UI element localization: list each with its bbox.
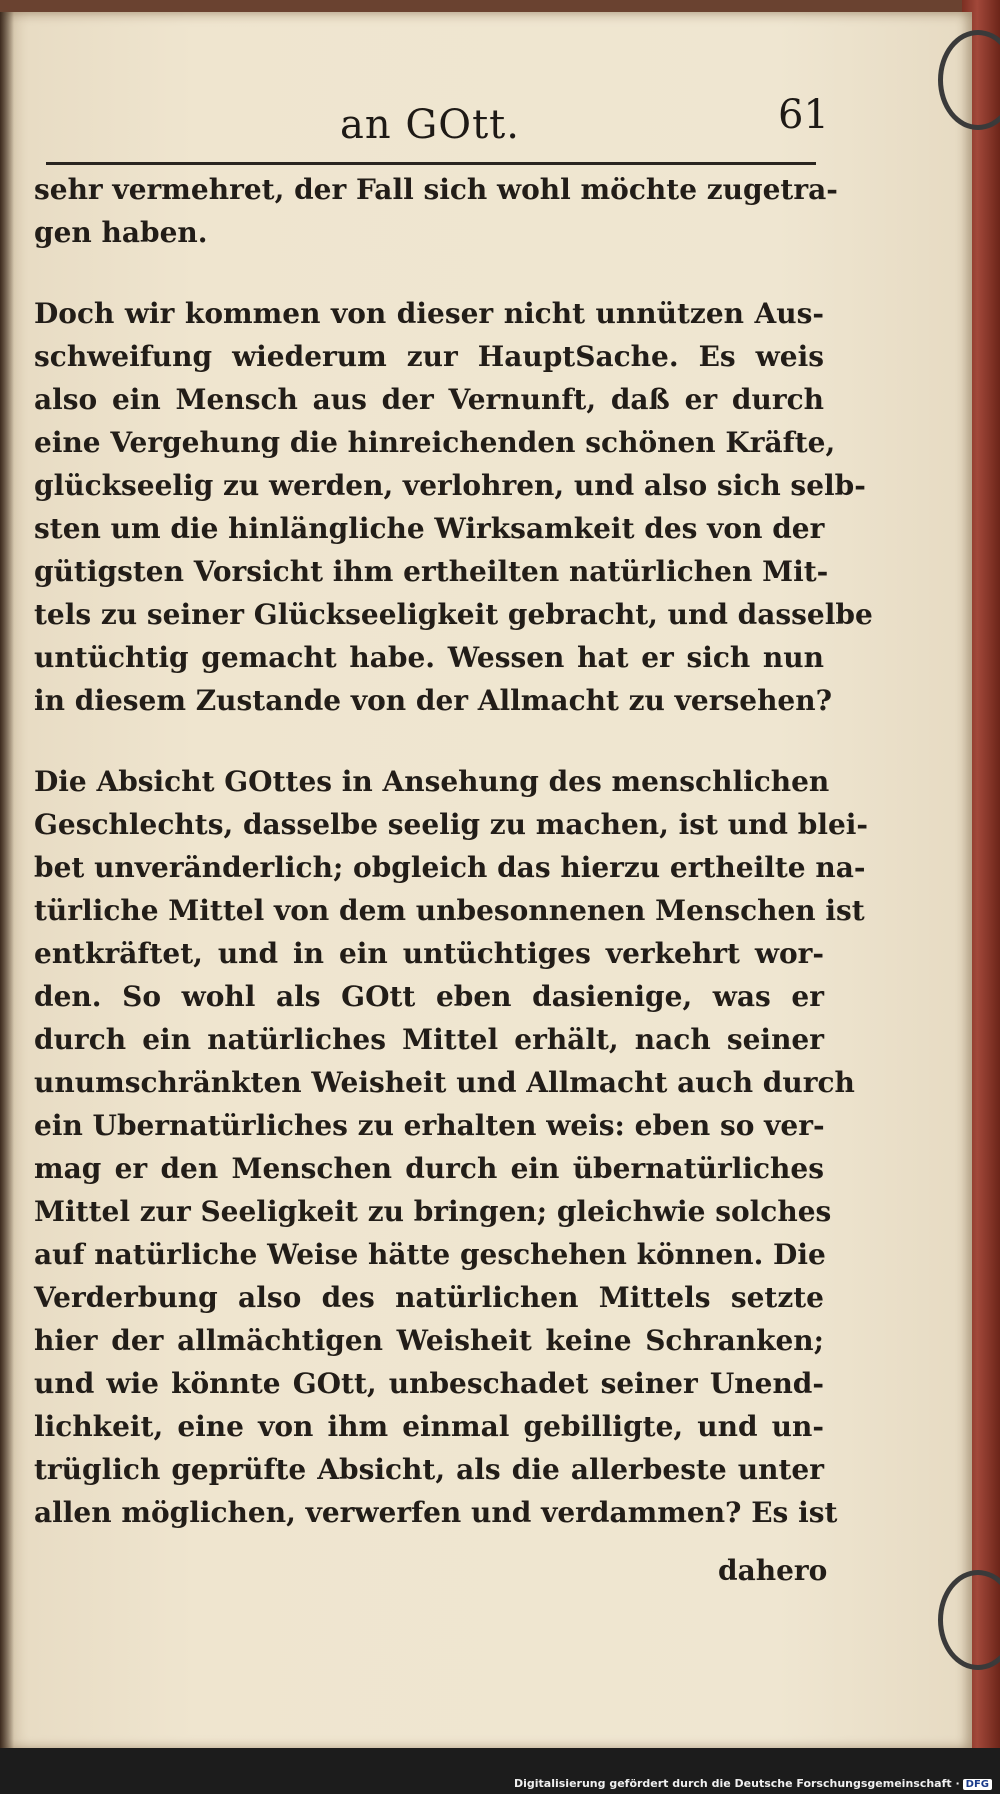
header-rule: [46, 162, 816, 165]
text-line: Verderbung also des natürlichen Mittels setzte: [34, 1281, 824, 1314]
paragraph-1: [34, 168, 838, 254]
text-line: auf natürliche Weise hätte geschehen können. Die: [34, 1238, 826, 1271]
text-line: unumschränkten Weisheit und Allmacht auch durch: [34, 1066, 855, 1099]
paragraph-3: [34, 760, 869, 1534]
text-line: Mittel zur Seeligkeit zu bringen; gleichwie solches: [34, 1195, 832, 1228]
running-head: an GOtt.: [340, 102, 520, 148]
digitization-credit: [514, 1777, 992, 1790]
paragraph-2: [34, 292, 873, 722]
text-line: eine Vergehung die hinreichenden schönen Kräfte,: [34, 426, 836, 459]
text-line: gütigsten Vorsicht ihm ertheilten natürlichen Mit-: [34, 555, 829, 588]
text-line: den. So wohl als GOtt eben dasienige, was er: [34, 980, 824, 1013]
text-line: lichkeit, eine von ihm einmal gebilligte, und un-: [34, 1410, 824, 1443]
text-line: ein Ubernatürliches zu erhalten weis: eben so ver-: [34, 1109, 825, 1142]
text-line: mag er den Menschen durch ein übernatürliches: [34, 1152, 824, 1185]
text-line: entkräftet, und in ein untüchtiges verkehrt wor-: [34, 937, 824, 970]
dfg-logo-badge: DFG: [963, 1779, 992, 1790]
text-line: allen möglichen, verwerfen und verdammen? Es ist: [34, 1496, 838, 1529]
text-line: schweifung wiederum zur HauptSache. Es weis: [34, 340, 824, 373]
text-line: Doch wir kommen von dieser nicht unnützen Aus-: [34, 297, 824, 330]
credit-text: Digitalisierung gefördert durch die Deutsche Forschungsgemeinschaft ·: [513, 1777, 960, 1790]
text-line: sten um die hinlängliche Wirksamkeit des von der: [34, 512, 825, 545]
text-line: durch ein natürliches Mittel erhält, nach seiner: [34, 1023, 824, 1056]
page-number: 61: [778, 92, 829, 138]
text-line: trüglich geprüfte Absicht, als die allerbeste unter: [34, 1453, 824, 1486]
paragraph-gap: [34, 254, 824, 292]
text-line: glückseelig zu werden, verlohren, und also sich selb-: [34, 469, 866, 502]
gutter-shadow: [0, 12, 14, 1750]
text-line: Geschlechts, dasselbe seelig zu machen, ist und blei-: [34, 808, 869, 841]
text-line: untüchtig gemacht habe. Wessen hat er sich nun: [34, 641, 824, 674]
text-line: türliche Mittel von dem unbesonnenen Menschen ist: [34, 894, 865, 927]
text-line: tels zu seiner Glückseeligkeit gebracht, und dasselbe: [34, 598, 873, 631]
text-line: also ein Mensch aus der Vernunft, daß er durch: [34, 383, 824, 416]
text-line: sehr vermehret, der Fall sich wohl möchte zugetra-: [34, 173, 838, 206]
text-line: in diesem Zustande von der Allmacht zu versehen?: [34, 684, 833, 717]
text-line: und wie könnte GOtt, unbeschadet seiner Unend-: [34, 1367, 824, 1400]
text-line: Die Absicht GOttes in Ansehung des menschlichen: [34, 765, 830, 798]
text-line: hier der allmächtigen Weisheit keine Schranken;: [34, 1324, 824, 1357]
catchword: dahero: [718, 1554, 828, 1587]
text-line: bet unveränderlich; obgleich das hierzu ertheilte na-: [34, 851, 866, 884]
text-line: gen haben.: [34, 216, 208, 249]
body-text: [34, 168, 873, 1534]
paragraph-gap: [34, 722, 824, 760]
footer-strip: [0, 1748, 1000, 1794]
